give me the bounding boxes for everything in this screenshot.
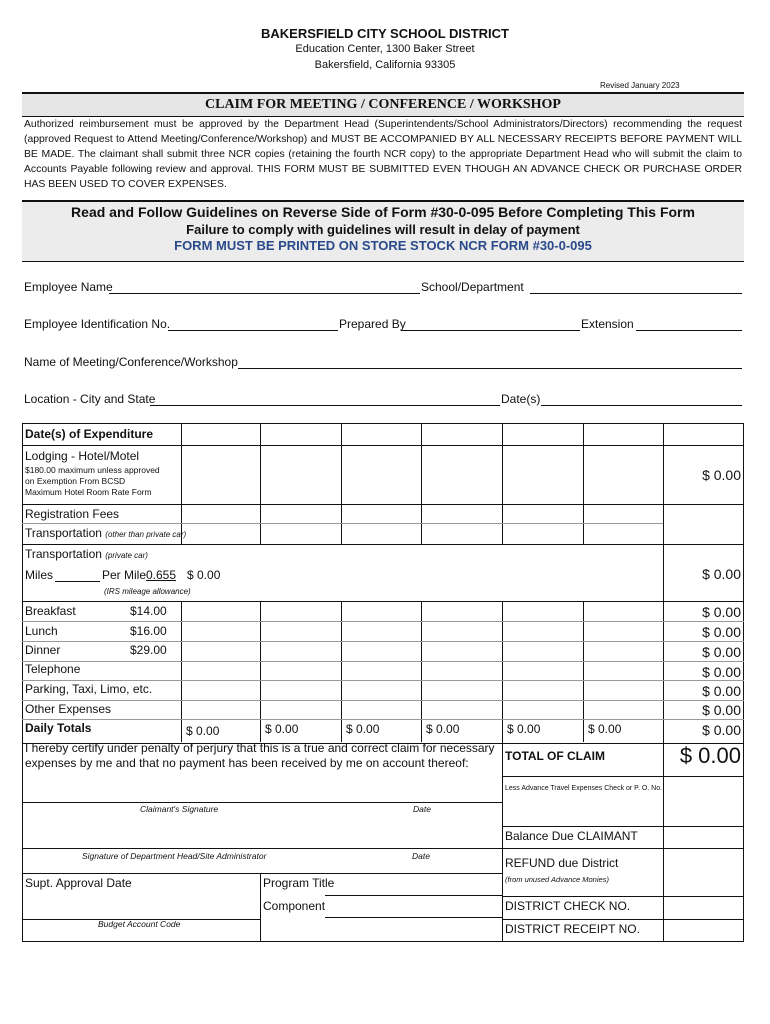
dept-head-signature-label: Signature of Department Head/Site Administrator — [82, 851, 267, 861]
dates-label: Date(s) — [501, 392, 541, 406]
breakfast-label: Breakfast — [25, 604, 76, 618]
form-title: CLAIM FOR MEETING / CONFERENCE / WORKSHOP — [205, 97, 561, 112]
location-field[interactable] — [150, 405, 500, 406]
refund-due-label: REFUND due District — [505, 856, 619, 870]
guidelines-line-1: Read and Follow Guidelines on Reverse Side of Form #30-0-095 Before Completing This Form — [71, 204, 695, 220]
transportation-other-label: Transportation (other than private car) — [25, 526, 187, 540]
refund-note: (from unused Advance Monies) — [505, 875, 609, 884]
meeting-name-field[interactable] — [238, 368, 742, 369]
location-label: Location - City and State — [24, 392, 156, 406]
district-receipt-label: DISTRICT RECEIPT NO. — [505, 922, 640, 936]
dinner-label: Dinner — [25, 643, 61, 657]
guidelines-line-3: FORM MUST BE PRINTED ON STORE STOCK NCR FORM #30-0-095 — [174, 238, 592, 253]
lodging-note: $180.00 maximum unless approved on Exemption From BCSD Maximum Hotel Room Rate Form — [25, 465, 160, 497]
budget-account-label: Budget Account Code — [98, 919, 181, 929]
telephone-label: Telephone — [25, 662, 81, 676]
district-check-label: DISTRICT CHECK NO. — [505, 899, 631, 913]
dept-head-date-label: Date — [412, 851, 430, 861]
employee-name-label: Employee Name — [24, 280, 113, 294]
daily-total-2: $ 0.00 — [265, 722, 299, 736]
daily-total-6: $ 0.00 — [588, 722, 622, 736]
extension-field[interactable] — [636, 330, 742, 331]
lunch-total: $ 0.00 — [702, 624, 741, 640]
lunch-label: Lunch — [25, 624, 58, 638]
program-title-label: Program Title — [263, 876, 335, 890]
prepared-by-field[interactable] — [401, 330, 580, 331]
employee-name-field[interactable] — [109, 293, 420, 294]
meeting-name-label: Name of Meeting/Conference/Workshop — [24, 355, 238, 369]
claimant-signature-label: Claimant's Signature — [140, 804, 219, 814]
daily-total-4: $ 0.00 — [426, 722, 460, 736]
prepared-by-label: Prepared By — [339, 317, 406, 331]
school-department-label: School/Department — [421, 280, 524, 294]
parking-total: $ 0.00 — [702, 683, 741, 699]
form-title-bar — [22, 92, 744, 117]
per-mile-label: Per Mile — [102, 568, 147, 582]
transportation-private-total: $ 0.00 — [702, 566, 741, 582]
lodging-label: Lodging - Hotel/Motel — [25, 449, 140, 463]
less-advance-label: Less Advance Travel Expenses Check or P. O. No. — [505, 785, 663, 792]
employee-id-label: Employee Identification No. — [24, 317, 171, 331]
breakfast-rate: $14.00 — [130, 604, 167, 618]
supt-approval-label: Supt. Approval Date — [25, 876, 132, 890]
lunch-rate: $16.00 — [130, 624, 167, 638]
other-expenses-total: $ 0.00 — [702, 702, 741, 718]
employee-id-field[interactable] — [168, 330, 338, 331]
balance-due-label: Balance Due CLAIMANT — [505, 829, 638, 843]
guidelines-line-2: Failure to comply with guidelines will result in delay of payment — [186, 222, 580, 237]
daily-totals-label: Daily Totals — [25, 721, 92, 735]
daily-total-1: $ 0.00 — [186, 724, 220, 738]
telephone-total: $ 0.00 — [702, 664, 741, 680]
transportation-private-label: Transportation (private car) — [25, 547, 148, 561]
lodging-total: $ 0.00 — [702, 467, 741, 483]
breakfast-total: $ 0.00 — [702, 604, 741, 620]
daily-total-5: $ 0.00 — [507, 722, 541, 736]
dates-field[interactable] — [541, 405, 742, 406]
miles-label: Miles — [25, 568, 54, 582]
dates-of-expenditure-header: Date(s) of Expenditure — [25, 427, 154, 441]
extension-label: Extension — [581, 317, 634, 331]
irs-mileage-note: (IRS mileage allowance) — [104, 587, 191, 596]
revised-date: Revised January 2023 — [600, 81, 680, 90]
daily-grand-total: $ 0.00 — [702, 722, 741, 738]
registration-fees-label: Registration Fees — [25, 507, 120, 521]
daily-total-3: $ 0.00 — [346, 722, 380, 736]
dinner-total: $ 0.00 — [702, 644, 741, 660]
component-label: Component — [263, 899, 326, 913]
total-of-claim-label: TOTAL OF CLAIM — [505, 749, 605, 763]
instructions-text: Authorized reimbursement must be approved by the Department Head (Superintendents/School Administrators/Directors) recommending the request (approved Request to Attend Meeting/Conference/Workshop) and MUST BE ACCOMPANIED BY ALL NECESSARY RECEIPTS BEFORE PAYMENT WILL BE MADE. The claimant shall submit three NCR copies (retaining the fourth NCR copy) to the appropriate Department Head who will submit the claim to Accounts Payable following review and approval. THIS FORM MUST BE SUBMITTED EVEN THOUGH AN ADVANCE CHECK OR PURCHASE ORDER HAS BEEN USED TO COVER EXPENSES. — [24, 119, 742, 190]
mileage-amount: $ 0.00 — [187, 568, 221, 582]
school-department-field[interactable] — [530, 293, 742, 294]
claimant-signature-field[interactable] — [24, 815, 500, 847]
dinner-rate: $29.00 — [130, 643, 167, 657]
district-name: BAKERSFIELD CITY SCHOOL DISTRICT — [261, 26, 509, 41]
total-of-claim-value: $ 0.00 — [679, 743, 741, 768]
certification-text: I hereby certify under penalty of perjury that this is a true and correct claim for necessary expenses by me and that no payment has been received by me on account thereof: — [25, 741, 495, 770]
guidelines-box — [22, 200, 744, 262]
mileage-rate: 0.655 — [146, 568, 177, 582]
miles-field[interactable] — [55, 581, 100, 582]
parking-label: Parking, Taxi, Limo, etc. — [25, 682, 153, 696]
address-line-1: Education Center, 1300 Baker Street — [295, 43, 475, 55]
less-advance-field[interactable] — [664, 780, 743, 825]
claimant-date-label: Date — [413, 804, 431, 814]
other-expenses-label: Other Expenses — [25, 702, 112, 716]
address-line-2: Bakersfield, California 93305 — [314, 59, 456, 71]
